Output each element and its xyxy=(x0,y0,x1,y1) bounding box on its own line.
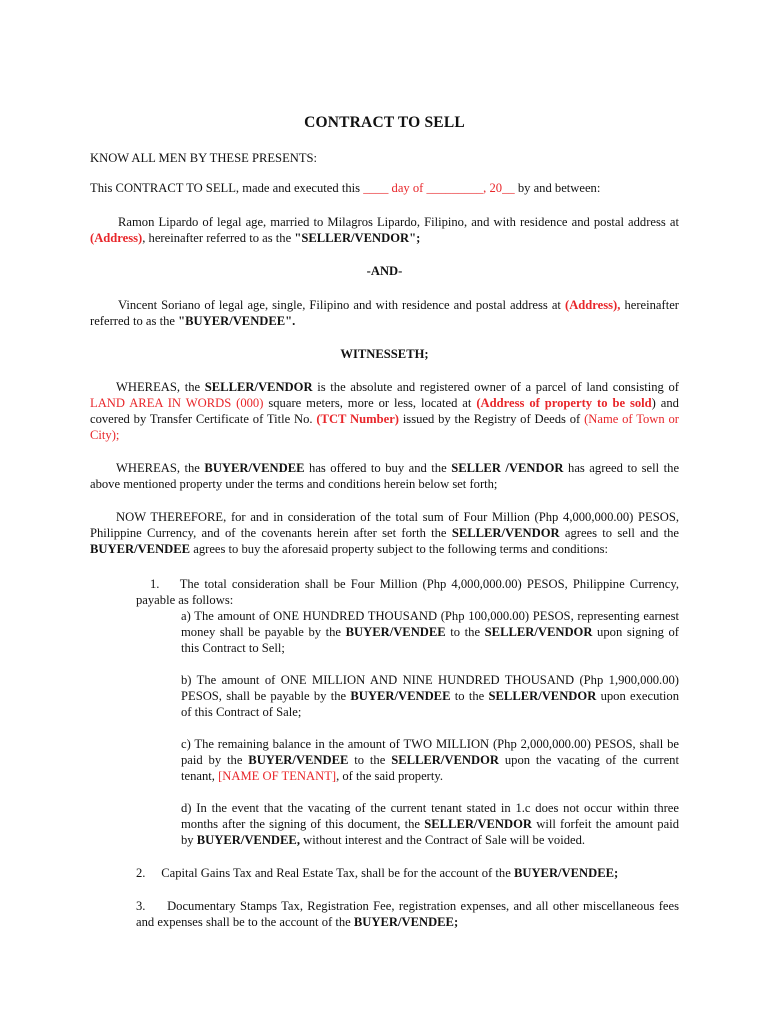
term-1c-to: to the xyxy=(354,753,386,767)
whereas1-a: WHEREAS, the xyxy=(116,380,201,394)
buyer-text: Vincent Soriano of legal age, single, Filipino and with residence and postal address at xyxy=(118,298,561,312)
term-1b-to: to the xyxy=(454,689,485,703)
whereas1-c: is the absolute and registered owner of a parcel of land consisting of xyxy=(317,380,679,394)
now-buyer-role: BUYER/VENDEE xyxy=(90,542,191,556)
seller-text: Ramon Lipardo of legal age, married to Milagros Lipardo, Filipino, and with residence and postal address at xyxy=(118,215,679,229)
term-1a-buyer: BUYER/VENDEE xyxy=(345,625,446,639)
seller-paragraph xyxy=(90,214,679,246)
buyer-mid-text: hereinafter referred to as the xyxy=(90,298,680,328)
term-1d xyxy=(90,800,679,848)
document-title: CONTRACT TO SELL xyxy=(304,114,465,131)
term-1b-text: b) The amount of ONE MILLION AND NINE HUNDRED THOUSAND (Php 1,900,000.00) PESOS, shall be payable by the xyxy=(181,673,679,703)
term-2 xyxy=(90,865,679,881)
term-1d-buyer: BUYER/VENDEE, xyxy=(196,833,300,847)
term-1c-buyer: BUYER/VENDEE xyxy=(248,753,349,767)
term-1c-seller: SELLER/VENDOR xyxy=(391,753,499,767)
term-1b-buyer: BUYER/VENDEE xyxy=(350,689,451,703)
land-area-placeholder: LAND AREA IN WORDS (000) xyxy=(90,396,264,410)
date-blank: ____ day of _________, 20__ xyxy=(363,181,515,195)
term-2-text: Capital Gains Tax and Real Estate Tax, shall be for the account of the xyxy=(161,866,511,880)
and-separator: -AND- xyxy=(366,264,403,278)
now-a: NOW THEREFORE, for and in consideration of the total sum of Four Million (Php 4,000,000.00) PESOS, Philippine Currency, and of the covenants herein after set forth the xyxy=(90,510,679,540)
intro-line: KNOW ALL MEN BY THESE PRESENTS: xyxy=(90,151,318,165)
seller-mid-text: , hereinafter referred to as the xyxy=(142,231,292,245)
term-1c xyxy=(90,736,679,784)
whereas2-seller-role: SELLER /VENDOR xyxy=(451,461,564,475)
term-1b-end: upon execution of this Contract of Sale; xyxy=(181,689,679,719)
now-seller-role: SELLER/VENDOR xyxy=(451,526,560,540)
term-3-number: 3. xyxy=(136,899,146,913)
term-3-buyer: BUYER/VENDEE; xyxy=(353,915,459,929)
term-1a-to: to the xyxy=(450,625,481,639)
now-e: agrees to buy the aforesaid property subject to the following terms and conditions: xyxy=(193,542,609,556)
term-1d-text: d) In the event that the vacating of the current tenant stated in 1.c does not occur within three months after the signing of this document, the xyxy=(181,801,679,831)
whereas2-buyer-role: BUYER/VENDEE xyxy=(204,461,305,475)
buyer-paragraph xyxy=(90,297,679,329)
town-city-placeholder: (Name of Town or City); xyxy=(90,412,679,442)
term-1a-text: a) The amount of ONE HUNDRED THOUSAND (Php 100,000.00) PESOS, representing earnest money shall be payable by the xyxy=(181,609,679,639)
property-address-placeholder: (Address of property to be sold xyxy=(476,396,652,410)
term-1c-mid: upon the vacating of the current tenant, xyxy=(181,753,679,783)
whereas1-seller-role: SELLER/VENDOR xyxy=(204,380,313,394)
term-1b-seller: SELLER/VENDOR xyxy=(488,689,597,703)
term-1-text: The total consideration shall be Four Million (Php 4,000,000.00) PESOS, Philippine Currency, payable as follows: xyxy=(136,577,679,607)
tct-number-placeholder: (TCT Number) xyxy=(316,412,399,426)
term-1d-seller: SELLER/VENDOR xyxy=(424,817,533,831)
whereas1-g: ) and covered by Transfer Certificate of Title No. xyxy=(90,396,679,426)
term-1d-mid: will forfeit the amount paid by xyxy=(181,817,679,847)
made-pre: This CONTRACT TO SELL, made and executed this xyxy=(90,181,361,195)
buyer-address-placeholder: (Address), xyxy=(565,298,621,312)
term-1-number: 1. xyxy=(150,577,160,591)
made-line xyxy=(90,180,679,196)
whereas-paragraph-2 xyxy=(90,460,679,492)
seller-role: "SELLER/VENDOR"; xyxy=(294,231,421,245)
made-post: by and between: xyxy=(517,181,601,195)
whereas-paragraph-1 xyxy=(90,379,679,443)
term-1b xyxy=(90,672,679,720)
now-therefore-paragraph xyxy=(90,509,679,557)
term-2-number: 2. xyxy=(136,866,146,880)
now-c: agrees to sell and the xyxy=(564,526,679,540)
whereas2-a: WHEREAS, the xyxy=(116,461,200,475)
term-1a-end: upon signing of this Contract to Sell; xyxy=(181,625,679,655)
witnesseth-heading: WITNESSETH; xyxy=(340,347,429,361)
term-1a xyxy=(90,608,679,656)
buyer-role: "BUYER/VENDEE". xyxy=(178,314,296,328)
whereas1-i: issued by the Registry of Deeds of xyxy=(402,412,581,426)
whereas1-e: square meters, more or less, located at xyxy=(268,396,472,410)
term-3-text: Documentary Stamps Tax, Registration Fee, registration expenses, and all other miscellaneous fees and expenses shall be to the account of the xyxy=(136,899,679,929)
term-2-buyer: BUYER/VENDEE; xyxy=(513,866,619,880)
seller-address-placeholder: (Address) xyxy=(90,231,143,245)
term-1d-end: without interest and the Contract of Sale will be voided. xyxy=(303,833,586,847)
term-1 xyxy=(90,576,679,608)
whereas2-c: has offered to buy and the xyxy=(309,461,447,475)
tenant-name-placeholder: [NAME OF TENANT] xyxy=(218,769,337,783)
term-1c-text: c) The remaining balance in the amount of TWO MILLION (Php 2,000,000.00) PESOS, shall be paid by the xyxy=(181,737,679,767)
term-1c-end: , of the said property. xyxy=(336,769,443,783)
term-1a-seller: SELLER/VENDOR xyxy=(484,625,593,639)
whereas2-e: has agreed to sell the above mentioned property under the terms and conditions herein below set forth; xyxy=(90,461,680,491)
term-3 xyxy=(90,898,679,930)
